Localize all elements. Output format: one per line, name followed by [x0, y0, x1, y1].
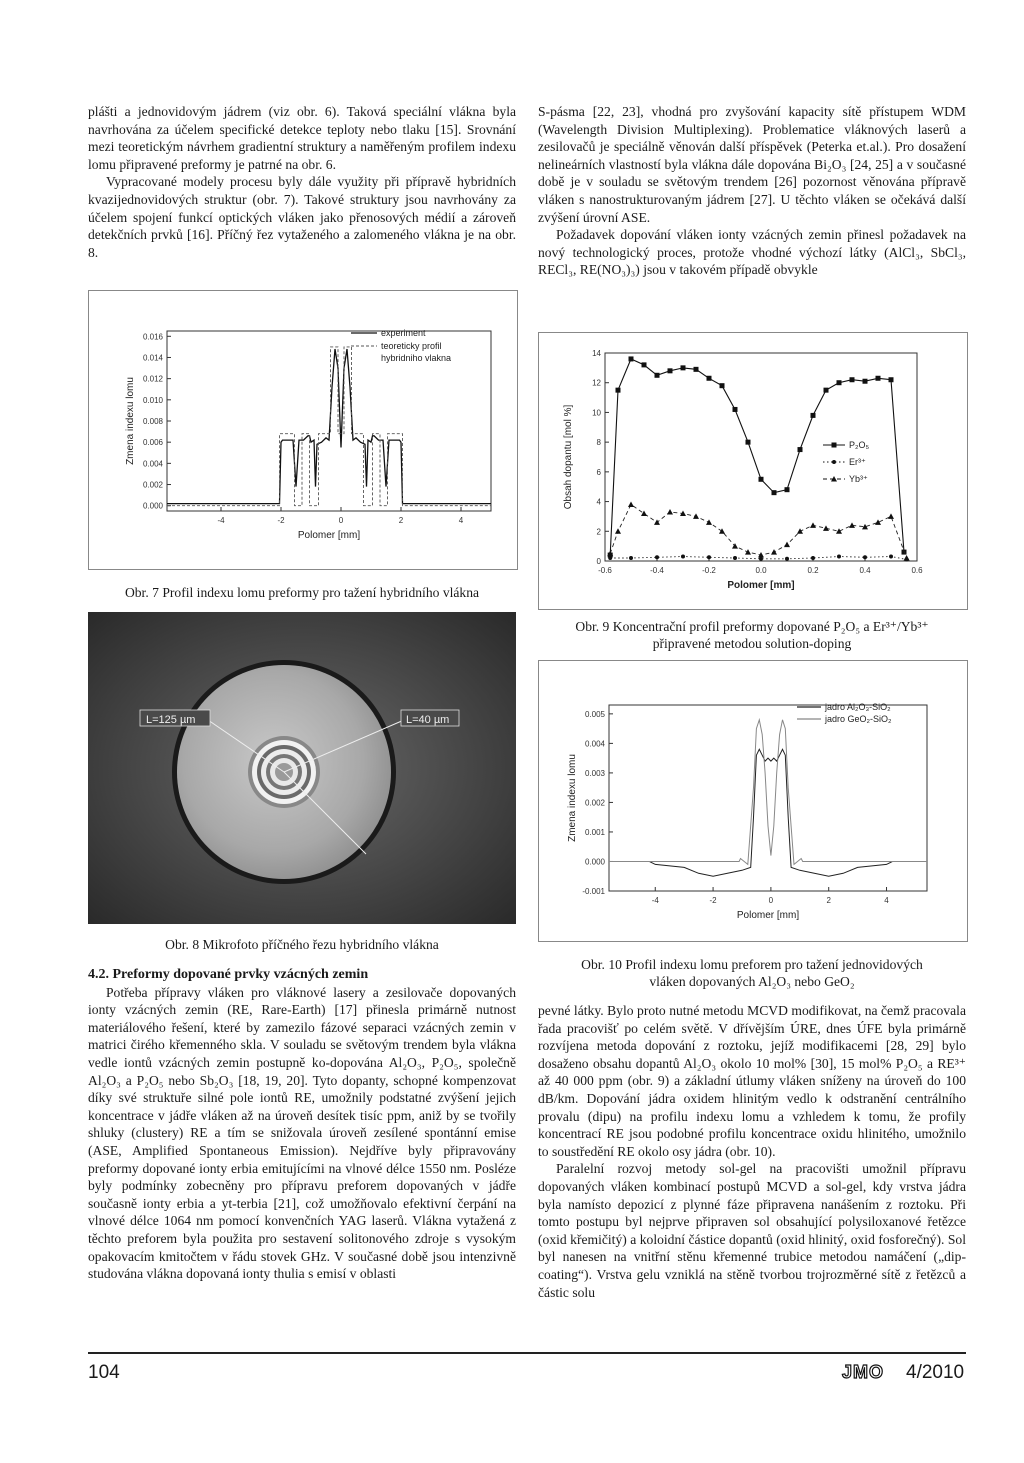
data-point: [745, 549, 751, 555]
data-point: [629, 356, 634, 361]
series-line: [610, 505, 906, 559]
x-tick-label: 0: [338, 516, 344, 525]
x-tick-label: -2: [709, 896, 717, 905]
core-diameter-label: L=40 µm: [406, 714, 450, 726]
x-tick-label: 0: [768, 896, 774, 905]
data-point: [608, 556, 612, 560]
data-point: [628, 502, 634, 508]
series-line: [167, 347, 491, 506]
y-tick-label: 0.000: [142, 501, 163, 511]
data-point: [785, 487, 790, 492]
x-tick-label: -4: [217, 516, 225, 525]
x-tick-label: -4: [651, 896, 659, 905]
legend-label: jadro GeO₂-SiO₂: [825, 714, 892, 724]
section-4-2: [88, 966, 516, 1283]
y-tick-label: 2: [596, 527, 601, 537]
page-number: 104: [88, 1362, 120, 1383]
paragraph: Požadavek dopování vláken ionty vzácných zemin přinesl požadavek na nový technologický proces, protože vhodné výchozí látky (AlCl₃, SbCl₃, RECl₃, RE(NO₃)₃) jsou v takovém případě obvykle: [538, 227, 966, 278]
y-tick-label: 0.004: [584, 739, 605, 749]
legend-label: teoreticky profil: [381, 341, 442, 351]
y-tick-label: 0.016: [142, 332, 163, 342]
y-tick-label: 0.014: [142, 353, 163, 363]
legend-label: hybridniho vlakna: [381, 353, 452, 363]
data-point: [706, 519, 712, 525]
data-point: [681, 365, 686, 370]
caption-line: Obr. 9 Koncentrační profil preformy dopované P₂O₅ a Er³⁺/Yb³⁺: [575, 619, 929, 634]
y-tick-label: 6: [596, 467, 601, 477]
data-point: [615, 528, 621, 534]
data-point: [616, 388, 621, 393]
left-column-top: [88, 103, 516, 261]
legend-label: Yb³⁺: [849, 474, 868, 484]
data-point: [733, 556, 737, 560]
y-tick-label: 0.008: [142, 417, 163, 426]
data-point: [732, 543, 738, 549]
y-tick-label: 0.001: [584, 827, 605, 837]
figure-8-caption: Obr. 8 Mikrofoto příčného řezu hybridního vlákna: [165, 937, 439, 952]
fig9-chart: [539, 333, 967, 609]
issue-number: 4/2010: [906, 1362, 965, 1383]
y-tick-label: 4: [596, 497, 601, 507]
y-tick-label: 10: [592, 408, 601, 418]
legend-marker: [832, 460, 836, 464]
data-point: [811, 413, 816, 418]
data-point: [863, 379, 868, 384]
y-tick-label: -0.001: [582, 887, 605, 896]
data-point: [771, 549, 777, 555]
data-point: [719, 528, 725, 534]
caption-line: připravené metodou solution-doping: [652, 636, 852, 651]
data-point: [668, 368, 673, 373]
series-line: [609, 720, 927, 865]
section-heading: 4.2. Preformy dopované prvky vzácných zemin: [88, 967, 369, 982]
figure-9: [538, 332, 968, 610]
data-point: [641, 510, 647, 516]
x-tick-label: -2: [277, 516, 285, 525]
x-axis-label: Polomer [mm]: [727, 580, 795, 591]
data-point: [810, 522, 816, 528]
data-point: [889, 377, 894, 382]
series-line: [167, 349, 491, 504]
plot-frame: [609, 705, 927, 891]
legend-label: experiment: [381, 328, 426, 338]
x-tick-label: 0.4: [859, 566, 871, 575]
x-tick-label: 4: [458, 516, 464, 525]
data-point: [681, 555, 685, 559]
right-column-bottom: [538, 1002, 966, 1301]
data-point: [823, 525, 829, 531]
y-tick-label: 14: [592, 349, 601, 358]
fiber-microphoto: [88, 612, 516, 924]
paragraph: Potřeba přípravy vláken pro vláknové lasery a zesilovače dopovaných ionty vzácných zemin (RE, Rare-Earth) [17] přinesla primárně nutnost materiálového řešení, které by zamezilo fázové separaci vzácných zemin v matrici čirého křemenného skla. V souladu se světovým trendem byla vlákna vedle iontů vzácných zemin postupně ko-dopována Al₂O₃, P₂O₅, společně Al₂O₃ a P₂O₅ nebo Sb₂O₃ [18, 19, 20]. Tyto dopanty, schopné kompenzovat díky své struktuře silné pole iontů RE, umožnily podstatné zvýšení jejich koncentrace v jádře vláken až na úroveň desítek tisíc ppm, aniž by se tvořily shluky (clustery) RE a tím se snižovala úroveň zesílené spontánní emise (ASE, Amplified Spontaneous Emission). Nejdříve byly připravovány preformy dopované ionty erbia emitujícími na vlnové délce 1550 nm. Posléze byly podmínky zobecněny pro přípravu preforem dopovaných v jádře současně ionty erbia a yt-terbia [21], což umožňovalo efektivní čerpání na vlnové délce 1064 nm pomocí konvenčních YAG laserů. Vlákna vytažená z těchto preforem byla použita pro sestavení solitonového zdroje s vysokým opakovacím kmitočtem v řádu stovek GHz. V současné době jsou intenzivně studována vlákna dopovaná ionty thulia s emisí v oblasti: [88, 984, 516, 1282]
data-point: [863, 555, 867, 559]
outer-diameter-label: L=125 µm: [146, 714, 196, 726]
data-point: [824, 388, 829, 393]
data-point: [888, 513, 894, 519]
data-point: [837, 555, 841, 559]
data-point: [655, 555, 659, 559]
data-point: [784, 542, 790, 548]
data-point: [720, 383, 725, 388]
y-tick-label: 0.003: [584, 768, 605, 778]
x-tick-label: 0.6: [911, 566, 923, 575]
y-tick-label: 0.010: [142, 395, 163, 405]
paragraph: S-pásma [22, 23], vhodná pro zvyšování kapacity sítě přístupem WDM (Wavelength Division Multiplexing). Problematice vláknových laserů a zesilovačů je speciálně věnován další příspěvek (Peterka et.al.). Pro dosažení nelineárních vlastností byla vlákna dále dopována Bi₂O₃ [24, 25] a v současné době je v souladu se světovým trendem [26] pozornost věnována přípravě vláken s nanostrukturovaným jádrem [27]. U těchto vláken se očekává další zvýšení úrovní ASE.: [538, 104, 966, 225]
y-axis-label: Zmena indexu lomu: [125, 377, 136, 465]
data-point: [667, 509, 673, 515]
data-point: [693, 513, 699, 519]
x-tick-label: 2: [398, 516, 404, 525]
y-tick-label: 0.002: [142, 480, 163, 490]
caption-line: Obr. 10 Profil indexu lomu preforem pro tažení jednovidových: [581, 957, 923, 972]
caption-line: vláken dopovaných Al₂O₃ nebo GeO₂: [649, 974, 855, 989]
data-point: [811, 556, 815, 560]
data-point: [629, 556, 633, 560]
data-point: [904, 555, 910, 561]
legend-label: Er³⁺: [849, 457, 866, 467]
x-tick-label: 0.0: [755, 566, 767, 575]
y-tick-label: 0.000: [584, 857, 605, 867]
data-point: [642, 362, 647, 367]
x-tick-label: -0.2: [702, 566, 716, 575]
data-point: [836, 528, 842, 534]
footer-rule: [88, 1352, 966, 1354]
fig10-chart: [539, 661, 967, 941]
data-point: [876, 376, 881, 381]
data-point: [772, 490, 777, 495]
y-tick-label: 8: [596, 438, 601, 448]
data-point: [694, 367, 699, 372]
x-tick-label: -0.4: [650, 566, 664, 575]
x-axis-label: Polomer [mm]: [297, 530, 361, 541]
legend-label: jadro Al₂O₃-SiO₂: [825, 702, 891, 712]
y-tick-label: 0.005: [584, 709, 605, 719]
x-tick-label: 2: [826, 896, 831, 905]
y-tick-label: 12: [592, 378, 601, 388]
right-column-top: [538, 103, 966, 279]
paragraph: Vypracované modely procesu byly dále využity při přípravě hybridních kvazijednovidových struktur (obr. 7). Takové struktury jsou navrhovány za účelem spojení funkcí optických vláken jako přenosových médií a zároveň detekčních prvků [16]. Příčný řez vytaženého a zalomeného vlákna je na obr. 8.: [88, 174, 516, 260]
series-line: [609, 749, 927, 876]
x-tick-label: 4: [884, 896, 889, 905]
figure-9-caption: [538, 618, 966, 652]
data-point: [875, 519, 881, 525]
data-point: [707, 555, 711, 559]
data-point: [655, 373, 660, 378]
y-tick-label: 0.004: [142, 459, 163, 469]
data-point: [889, 555, 893, 559]
data-point: [733, 407, 738, 412]
y-axis-label: Zmena indexu lomu: [567, 754, 578, 842]
data-point: [759, 477, 764, 482]
figure-8: [88, 612, 516, 924]
paragraph: plášti a jednovidovým jádrem (viz obr. 6). Taková speciální vlákna byla navrhována za účelem specifické detekce teploty nebo tlaku [15]. Srovnání mezi teoretickým návrhem gradientní struktury a naměřeným profilem indexu lomu připravené preformy je patrné na obr. 6.: [88, 104, 516, 172]
y-tick-label: 0.002: [584, 798, 605, 808]
journal-logo: JMO: [842, 1362, 885, 1382]
x-axis-label: Polomer [mm]: [736, 910, 800, 921]
x-tick-label: 0.2: [807, 566, 819, 575]
data-point: [746, 440, 751, 445]
data-point: [850, 377, 855, 382]
paragraph: Paralelní rozvoj metody sol-gel na pracovišti umožnil přípravu dopovaných vláken kombinací postupů MCVD a sol-gel, kdy vrstva jádra byla namísto depozicí z plynné fáze připravena nanášením z roztoku. Při tomto postupu byl nejprve připraven sol obsahující polysiloxanové řetězce (oxid křemičitý) a koloidní částice dopantů (oxid hlinitý, oxid fosforečný). Sol byl nanesen na vnitřní stěnu křemenné trubice metodou namáčení („dip-coating“). Vrstva gelu vzniklá na stěně tvorbou trojrozměrné sítě z řetězců a částic solu: [538, 1161, 966, 1300]
legend-label: P₂O₅: [849, 440, 870, 450]
legend-marker: [832, 443, 837, 448]
x-tick-label: -0.6: [598, 566, 612, 575]
data-point: [707, 376, 712, 381]
figure-10: [538, 660, 968, 942]
paragraph: pevné látky. Bylo proto nutné metodu MCVD modifikovat, na čemž pracovala řada pracovišť po celém světě. V dřívějším ÚRE, dnes ÚFE byla primárně rozvíjena metoda dopování z roztoku, jejíž modifikacemi [28, 29] bylo dosaženo obsahu dopantů Al₂O₃ okolo 10 mol% [30], 15 mol% P₂O₅ a RE³⁺ až 40 000 ppm (obr. 9) a základní útlumy vláken sníženy na úroveň do 100 dB/km. Dopování jádra oxidem hlinitým vedlo k odstranění centrálního provalu (dipu) na profilu indexu lomu a vzhledem k tomu, že profily koncentrací RE jsou podobné profilu koncentrace oxidu hlinitého, umožnilo to soustředění RE okolo osy jádra (obr. 10).: [538, 1003, 966, 1159]
y-tick-label: 0.012: [142, 374, 163, 384]
data-point: [785, 557, 789, 561]
data-point: [837, 380, 842, 385]
data-point: [797, 528, 803, 534]
y-tick-label: 0: [596, 557, 601, 566]
figure-7-caption: Obr. 7 Profil indexu lomu preformy pro tažení hybridního vlákna: [124, 585, 480, 600]
plot-frame: [605, 353, 917, 561]
data-point: [798, 447, 803, 452]
figure-10-caption: [538, 956, 966, 990]
figure-7: [88, 290, 518, 570]
y-axis-label: Obsah dopantu [mol %]: [563, 404, 574, 510]
fig7-chart: [89, 291, 517, 569]
y-tick-label: 0.006: [142, 438, 163, 448]
